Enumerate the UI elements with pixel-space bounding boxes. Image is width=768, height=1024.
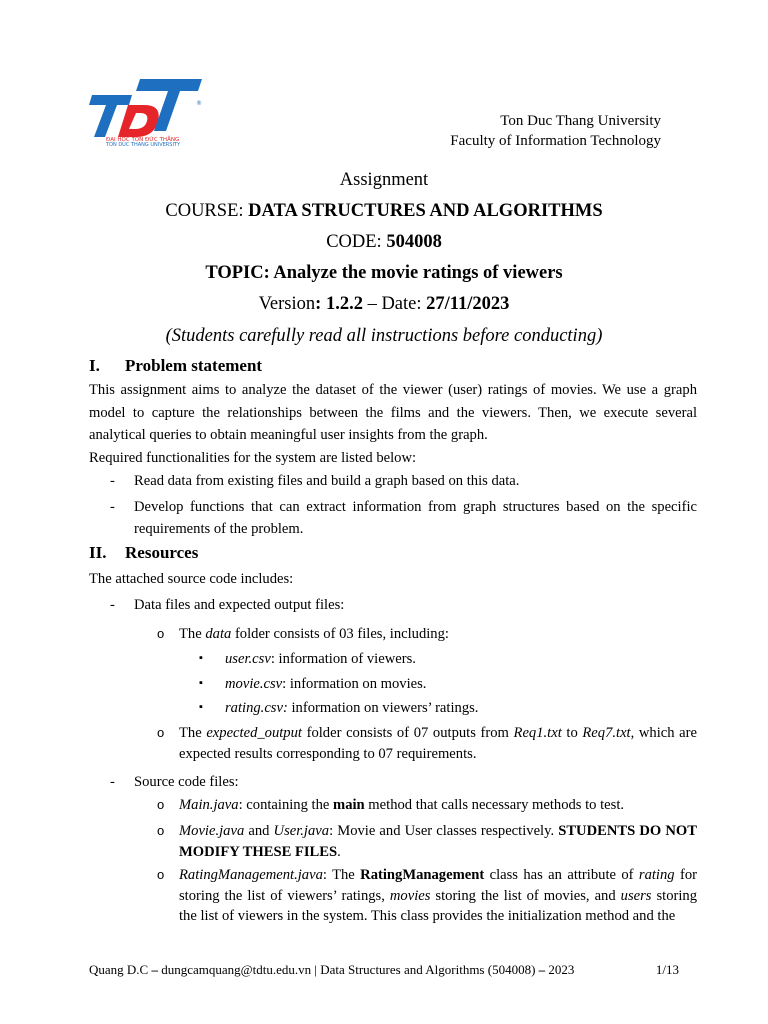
footer-dash: – [148, 962, 162, 977]
logo-subtitle-en: TON DUC THANG UNIVERSITY [106, 142, 181, 147]
circle-bullet: o [157, 867, 165, 882]
file-item-text [225, 698, 697, 718]
user-java: User.java [273, 823, 330, 839]
rating-management-java: RatingManagement.java [179, 867, 323, 883]
tdtu-logo [88, 75, 208, 147]
square-bullet: ▪ [199, 701, 203, 713]
list-item-text: Source code files: [134, 774, 239, 790]
dash-bullet: - [110, 499, 115, 515]
registered-mark: ® [196, 100, 202, 107]
file-desc: : information of viewers. [270, 651, 416, 667]
version-label: Version [258, 294, 316, 314]
square-bullet: ▪ [199, 652, 203, 664]
text-run: folder consists of 03 files, including: [231, 626, 449, 642]
assignment-label: Assignment [339, 170, 429, 190]
functionalities-intro: Required functionalities for the system are listed below: [89, 450, 417, 466]
data-folder-name: data [205, 626, 232, 642]
page-footer [89, 962, 679, 978]
rating-attr: rating [638, 867, 675, 883]
dash-bullet: - [110, 473, 115, 489]
footer-email: dungcamquang@tdtu.edu.vn [161, 962, 312, 977]
sublist-item-text [179, 795, 697, 816]
sublist-item [157, 624, 697, 645]
circle-bullet: o [157, 725, 165, 740]
text-run: . [337, 843, 341, 860]
sublist-item [157, 723, 697, 764]
version-line [0, 294, 768, 315]
sublist-item-text [179, 624, 697, 645]
text-run: : The [322, 867, 361, 883]
date-value: 27/11/2023 [426, 294, 510, 314]
text-run: The [179, 725, 207, 741]
list-item [110, 594, 697, 616]
users-attr: users [620, 887, 652, 904]
file-item-text [225, 674, 697, 694]
course-label: COURSE: [165, 201, 249, 221]
text-run: to [561, 725, 583, 741]
footer-course: Data Structures and Algorithms (504008) [320, 962, 536, 977]
course-line [0, 201, 768, 222]
text-run: storing the list of movies, and [430, 887, 621, 904]
text-run: : containing the [238, 797, 334, 813]
movie-java: Movie.java [179, 823, 245, 839]
university-block [450, 111, 661, 151]
file-name: rating.csv: [225, 700, 288, 716]
sublist-item-text [179, 723, 697, 764]
code-line [0, 232, 768, 253]
sublist-item-text [179, 865, 697, 927]
text-run: folder consists of 07 outputs from [301, 725, 514, 741]
text-run: class has an attribute of [484, 867, 639, 883]
sublist-item [157, 795, 697, 816]
req7-file: Req7.txt [582, 725, 631, 741]
sublist-item [157, 821, 697, 862]
topic-line: TOPIC: Analyze the movie ratings of viewers [205, 263, 563, 283]
text-run: , which are expected results corresponding to 07 requirements. [179, 725, 697, 762]
file-item [199, 649, 697, 669]
logo-subtitle-vn: ĐẠI HỌC TÔN ĐỨC THẮNG [106, 137, 180, 143]
list-item [110, 771, 697, 793]
list-item [110, 470, 697, 492]
list-item-text: Develop functions that can extract information from graph structures based on the specific requirements of the problem. [134, 499, 697, 537]
text-run: The [179, 626, 206, 642]
problem-paragraph: This assignment aims to analyze the dataset of the viewer (user) ratings of movies. We use a graph model to capture the relationships between the films and the viewers. Then, we execute several analytical queries to obtain meaningful user insights from the graph. [89, 382, 697, 443]
date-label: – Date: [362, 294, 427, 314]
code-value: 504008 [386, 232, 442, 252]
resources-intro: The attached source code includes: [89, 571, 294, 587]
footer-sep: | [311, 962, 321, 977]
text-run: : Movie and User classes respectively. [329, 823, 559, 839]
text-run: and [244, 823, 274, 839]
section-title: Problem statement [125, 356, 263, 375]
sublist-item [157, 865, 697, 927]
text-run: method that calls necessary methods to test. [364, 797, 625, 813]
list-item [110, 496, 697, 540]
req1-file: Req1.txt [513, 725, 562, 741]
dash-bullet: - [110, 597, 115, 613]
movies-attr: movies [389, 887, 431, 904]
section-heading-problem [89, 356, 262, 376]
section-number: I. [89, 356, 100, 375]
text-run: storing the list of viewers in the system. This class provides the initialization method and the [179, 887, 698, 924]
list-item-text: Data files and expected output files: [134, 597, 345, 613]
dash-bullet: - [110, 774, 115, 790]
section-number: II. [89, 543, 107, 562]
footer-author: Quang D.C [89, 962, 149, 977]
course-value: DATA STRUCTURES AND ALGORITHMS [248, 201, 603, 221]
section-heading-resources [89, 543, 198, 563]
page-number: 1/13 [655, 962, 679, 977]
file-name: movie.csv [225, 676, 283, 692]
sublist-item-text [179, 821, 697, 862]
expected-folder-name: expected_output [206, 725, 302, 741]
file-desc: : information on movies. [282, 676, 427, 692]
section-title: Resources [125, 543, 199, 562]
university-name: Ton Duc Thang University [500, 113, 661, 129]
do-not-modify-warning: STUDENTS DO NOT MODIFY THESE FILES [179, 823, 697, 860]
list-item-text: Read data from existing files and build a graph based on this data. [134, 473, 520, 489]
file-item [199, 674, 697, 694]
version-value: 1.2.2 [325, 294, 363, 314]
instruction-note: (Students carefully read all instructions before conducting) [165, 326, 603, 346]
code-label: CODE: [326, 232, 387, 252]
circle-bullet: o [157, 797, 165, 812]
text-run: for storing the list of viewers’ ratings, [179, 867, 697, 904]
file-desc: information on viewers’ ratings. [287, 700, 479, 716]
footer-dash-2: – [535, 962, 549, 977]
main-method: main [333, 797, 365, 813]
rating-management-class: RatingManagement [360, 867, 485, 883]
file-item-text [225, 649, 697, 669]
footer-year: 2023 [548, 962, 575, 977]
file-name: user.csv [225, 651, 271, 667]
circle-bullet: o [157, 823, 165, 838]
file-item [199, 698, 697, 718]
main-java: Main.java [179, 797, 239, 813]
version-colon: : [315, 294, 326, 314]
square-bullet: ▪ [199, 677, 203, 689]
circle-bullet: o [157, 626, 165, 641]
faculty-name: Faculty of Information Technology [450, 133, 661, 149]
